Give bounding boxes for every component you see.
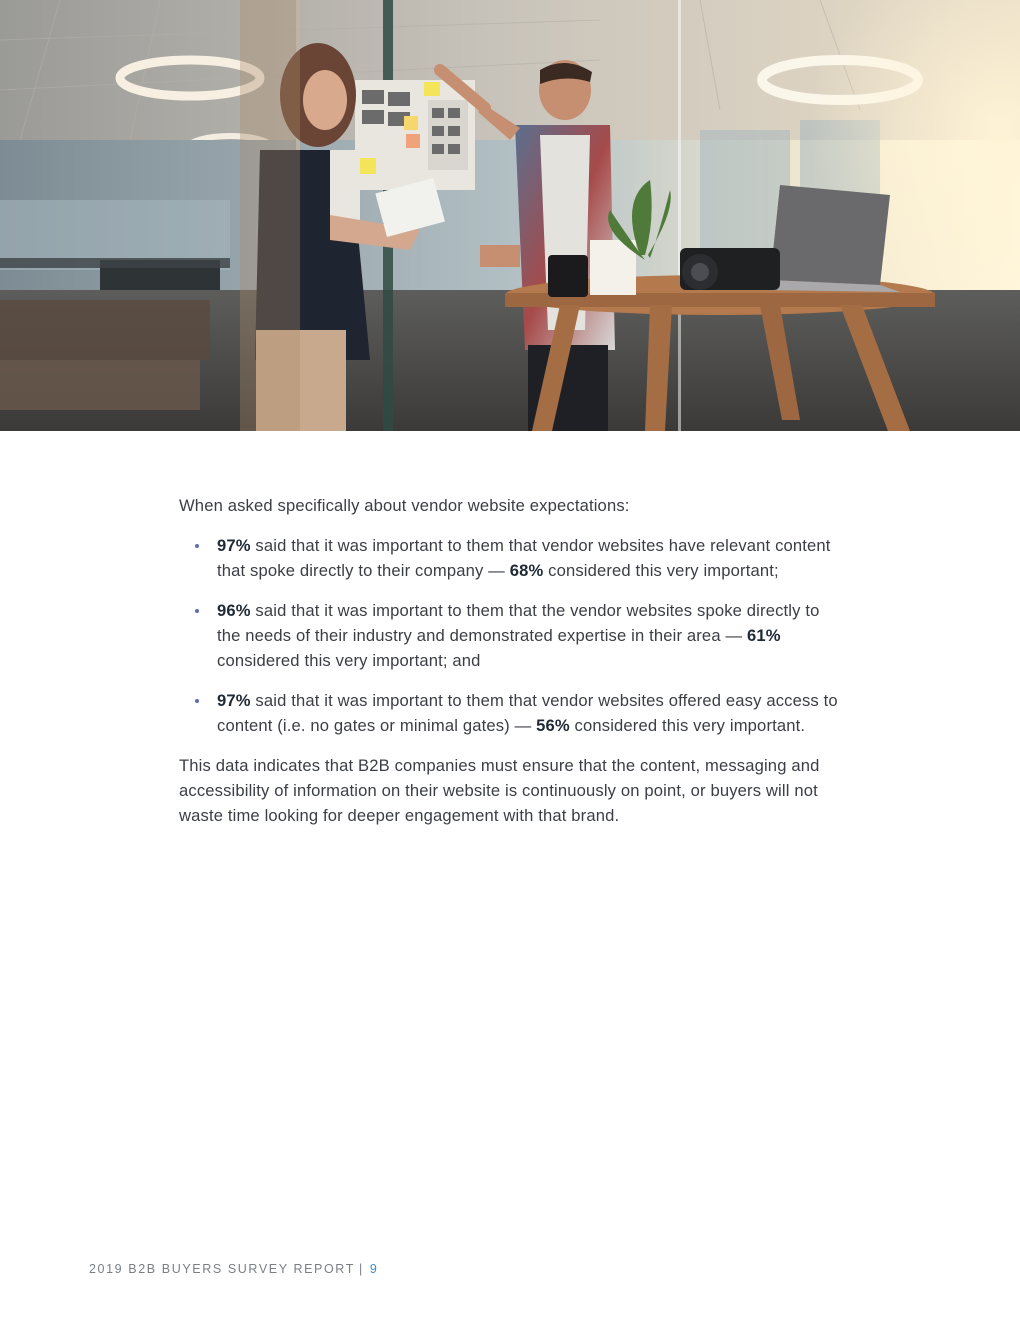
stat-value: 97% [217, 536, 251, 555]
stats-list [179, 533, 847, 738]
stat-text: said that it was important to them that the vendor websites spoke directly to the needs of their industry and demonstrated expertise in their area — [217, 601, 820, 645]
stat-value: 96% [217, 601, 251, 620]
page-number: 9 [369, 1262, 379, 1276]
page-footer [89, 1262, 378, 1276]
hero-photo [0, 0, 1020, 431]
bullet-icon [195, 699, 199, 703]
footer-separator: | [358, 1262, 364, 1276]
main-content [179, 493, 847, 828]
stat-value: 97% [217, 691, 251, 710]
list-item [179, 688, 847, 738]
stat-value: 56% [536, 716, 570, 735]
stat-text: considered this very important; and [217, 651, 481, 670]
stat-value: 61% [746, 626, 781, 645]
bullet-icon [195, 544, 199, 548]
bullet-icon [195, 609, 199, 613]
stat-text: considered this very important; [543, 561, 779, 580]
intro-paragraph: When asked specifically about vendor website expectations: [179, 496, 630, 515]
stat-text: said that it was important to them that vendor websites offered easy access to content (i.e. no gates or minimal gates) — [217, 691, 838, 735]
list-item [179, 598, 847, 673]
stat-value: 68% [509, 561, 544, 580]
stat-text: said that it was important to them that vendor websites have relevant content that spoke directly to their company — [217, 536, 831, 580]
stat-text: considered this very important. [569, 716, 806, 735]
conclusion-paragraph: This data indicates that B2B companies must ensure that the content, messaging and accessibility of information on their website is continuously on point, or buyers will not waste time looking for deeper engagement with that brand. [179, 756, 820, 825]
report-title: 2019 B2B BUYERS SURVEY REPORT [89, 1262, 355, 1276]
list-item [179, 533, 847, 583]
